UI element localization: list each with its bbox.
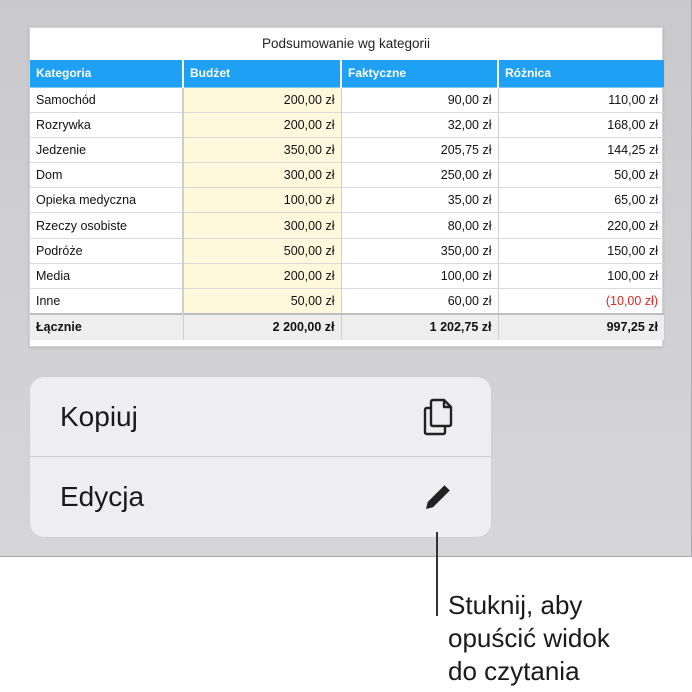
cell-budget: 200,00 zł <box>183 112 341 137</box>
pencil-icon <box>419 478 457 516</box>
table-header-row <box>30 60 664 87</box>
table-total-row <box>30 314 664 340</box>
cell-actual: 250,00 zł <box>341 163 498 188</box>
cell-category: Podróże <box>30 238 183 263</box>
cell-budget: 300,00 zł <box>183 213 341 238</box>
cell-budget: 300,00 zł <box>183 163 341 188</box>
table-row <box>30 213 664 238</box>
cell-budget: 50,00 zł <box>183 289 341 314</box>
cell-category: Jedzenie <box>30 137 183 162</box>
column-header-difference: Różnica <box>498 60 664 87</box>
total-difference: 997,25 zł <box>498 314 664 340</box>
total-actual: 1 202,75 zł <box>341 314 498 340</box>
cell-budget: 200,00 zł <box>183 87 341 112</box>
cell-category: Media <box>30 263 183 288</box>
callout-text <box>448 589 688 688</box>
column-header-actual: Faktyczne <box>341 60 498 87</box>
edit-menu-item[interactable] <box>30 457 491 537</box>
total-label: Łącznie <box>30 314 183 340</box>
cell-difference: 144,25 zł <box>498 137 664 162</box>
cell-actual: 80,00 zł <box>341 213 498 238</box>
copy-icon <box>419 398 457 436</box>
cell-category: Samochód <box>30 87 183 112</box>
callout-line-2: opuścić widok <box>448 623 610 653</box>
cell-budget: 500,00 zł <box>183 238 341 263</box>
table-row <box>30 238 664 263</box>
cell-difference-negative: (10,00 zł) <box>498 289 664 314</box>
cell-actual: 350,00 zł <box>341 238 498 263</box>
cell-budget: 350,00 zł <box>183 137 341 162</box>
cell-category: Rozrywka <box>30 112 183 137</box>
cell-actual: 100,00 zł <box>341 263 498 288</box>
copy-menu-item[interactable] <box>30 377 491 457</box>
cell-actual: 90,00 zł <box>341 87 498 112</box>
table-row <box>30 163 664 188</box>
copy-label: Kopiuj <box>60 400 138 432</box>
cell-difference: 110,00 zł <box>498 87 664 112</box>
cell-difference: 50,00 zł <box>498 163 664 188</box>
cell-actual: 205,75 zł <box>341 137 498 162</box>
edit-label: Edycja <box>60 481 145 512</box>
cell-difference: 150,00 zł <box>498 238 664 263</box>
callout-line <box>436 532 438 616</box>
cell-category: Opieka medyczna <box>30 188 183 213</box>
summary-table-card <box>29 27 663 347</box>
callout-line-3: do czytania <box>448 656 580 686</box>
column-header-budget: Budżet <box>183 60 341 87</box>
table-row <box>30 87 664 112</box>
cell-difference: 220,00 zł <box>498 213 664 238</box>
total-budget: 2 200,00 zł <box>183 314 341 340</box>
cell-difference: 65,00 zł <box>498 188 664 213</box>
cell-actual: 32,00 zł <box>341 112 498 137</box>
cell-budget: 100,00 zł <box>183 188 341 213</box>
column-header-category: Kategoria <box>30 60 183 87</box>
cell-actual: 35,00 zł <box>341 188 498 213</box>
table-row <box>30 263 664 288</box>
cell-category: Rzeczy osobiste <box>30 213 183 238</box>
table-title: Podsumowanie wg kategorii <box>261 36 431 51</box>
table-row <box>30 137 664 162</box>
table-row <box>30 188 664 213</box>
callout-line-1: Stuknij, aby <box>448 590 583 620</box>
cell-difference: 100,00 zł <box>498 263 664 288</box>
cell-category: Inne <box>30 289 183 314</box>
cell-difference: 168,00 zł <box>498 112 664 137</box>
summary-table <box>30 60 664 340</box>
cell-budget: 200,00 zł <box>183 263 341 288</box>
cell-category: Dom <box>30 163 183 188</box>
table-row <box>30 112 664 137</box>
context-menu <box>30 377 491 537</box>
cell-actual: 60,00 zł <box>341 289 498 314</box>
table-row <box>30 289 664 314</box>
